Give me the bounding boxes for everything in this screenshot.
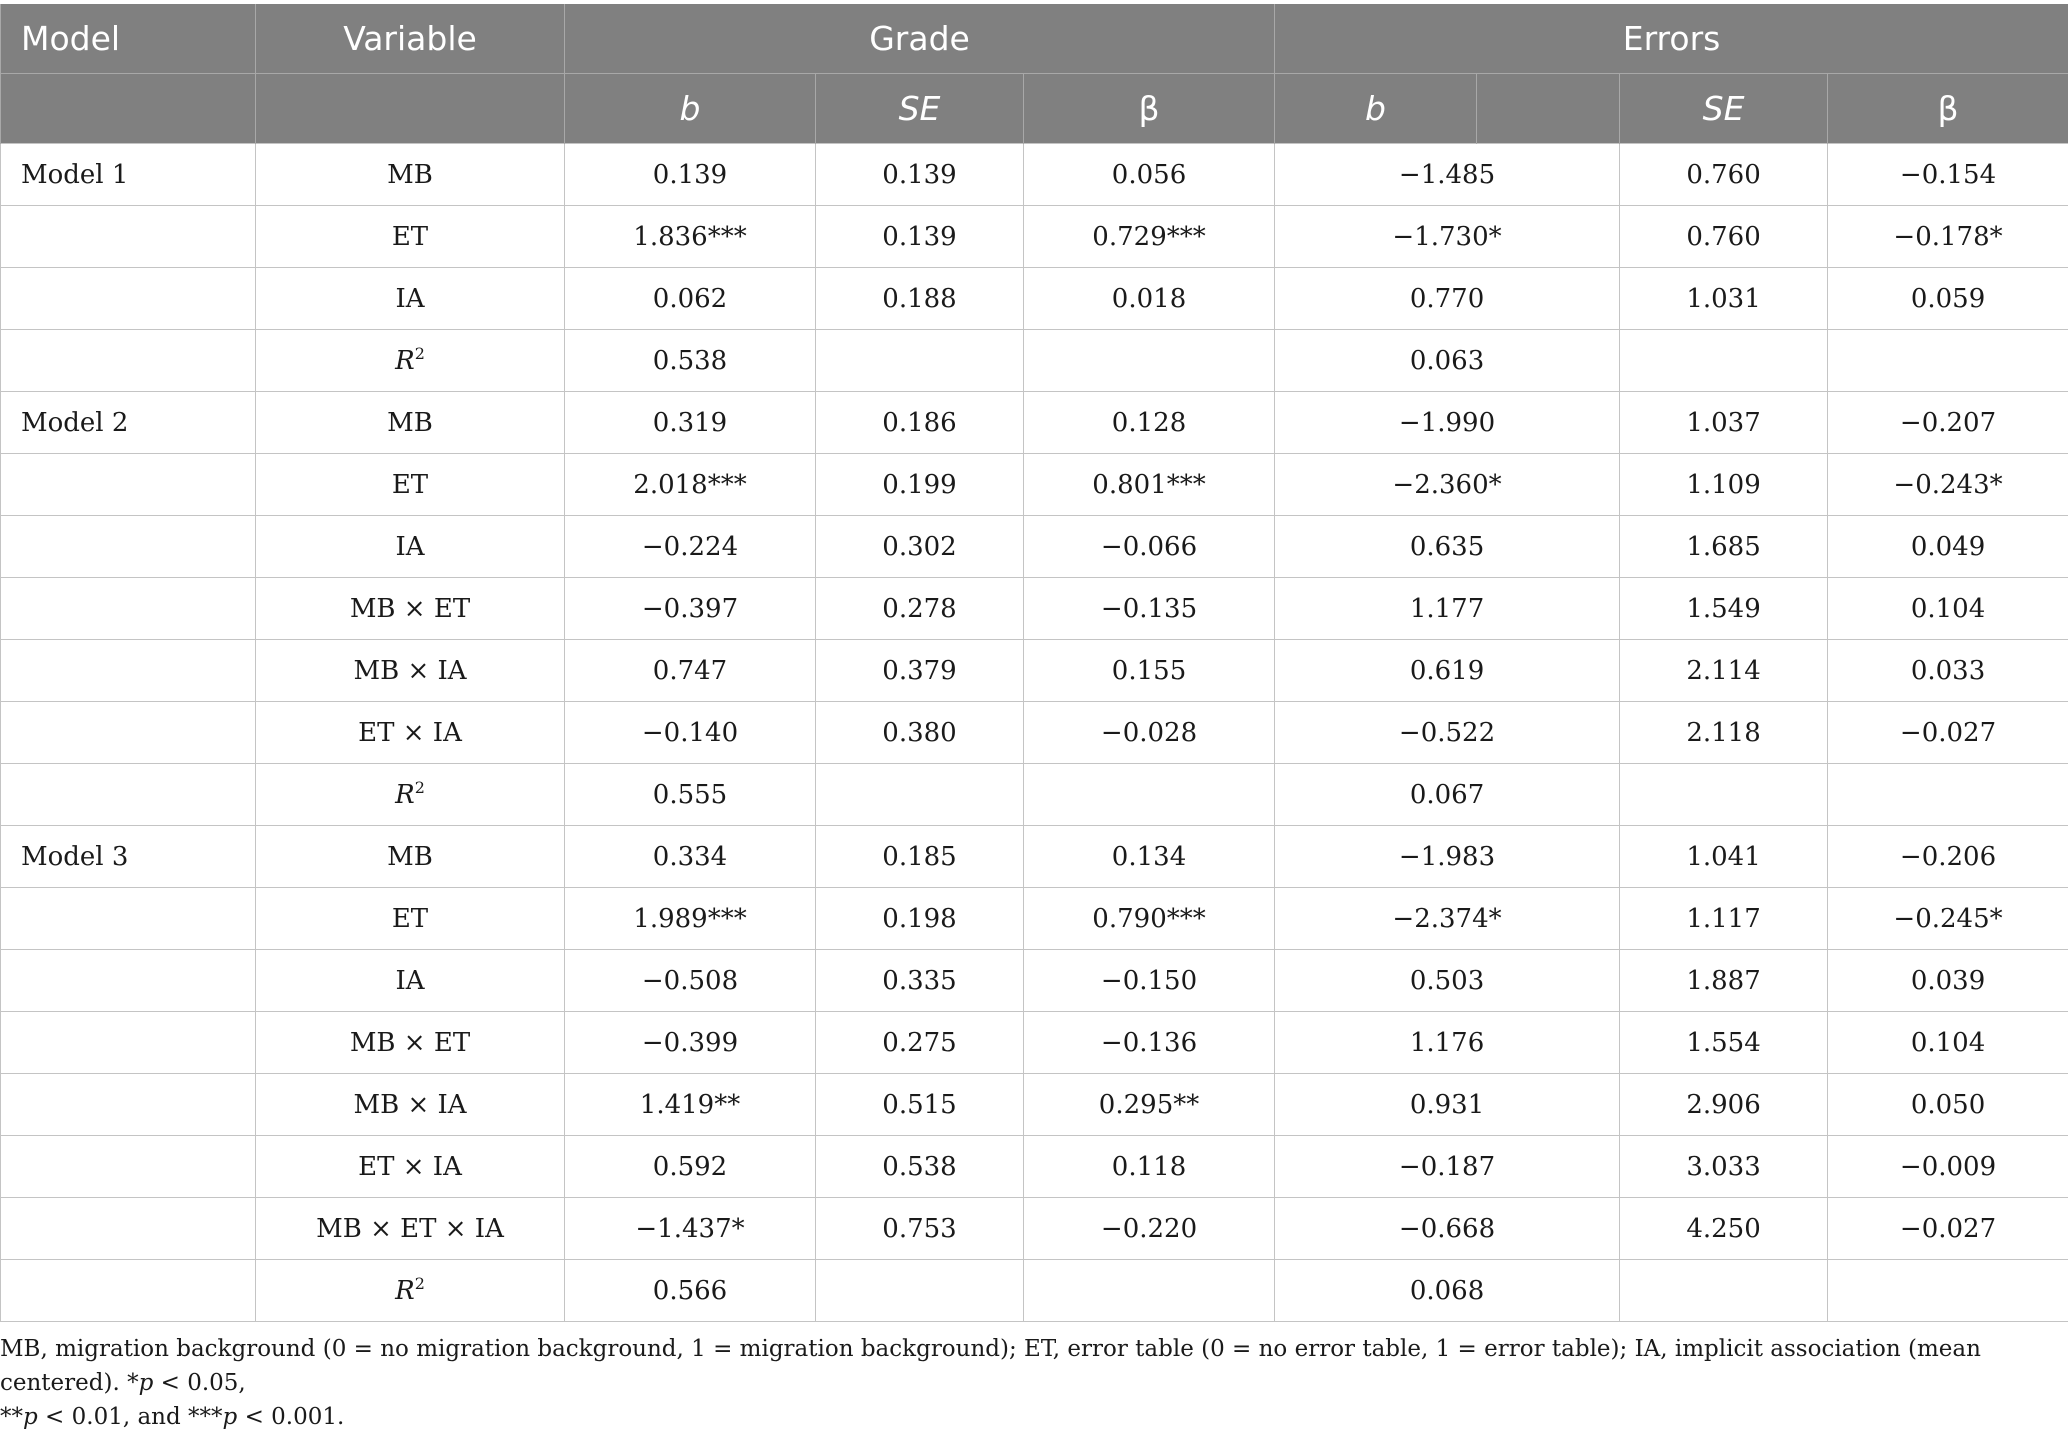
cell-grade-beta: 0.056 bbox=[1024, 144, 1275, 206]
cell-variable: MB × ET bbox=[256, 578, 565, 640]
cell-errors-se: 1.887 bbox=[1620, 950, 1828, 1012]
cell-errors-beta: 0.039 bbox=[1828, 950, 2068, 1012]
cell-grade-b: 0.062 bbox=[565, 268, 816, 330]
cell-variable: ET bbox=[256, 454, 565, 516]
cell-model bbox=[1, 206, 256, 268]
cell-model bbox=[1, 516, 256, 578]
table-row bbox=[1, 764, 2068, 826]
cell-grade-b: −0.508 bbox=[565, 950, 816, 1012]
cell-errors-se: 1.041 bbox=[1620, 826, 1828, 888]
subheader-grade-b: b bbox=[565, 74, 816, 144]
cell-errors-b: 0.931 bbox=[1275, 1074, 1620, 1136]
cell-grade-se: 0.278 bbox=[816, 578, 1024, 640]
cell-variable: IA bbox=[256, 950, 565, 1012]
cell-grade-se: 0.380 bbox=[816, 702, 1024, 764]
table-row bbox=[1, 144, 2068, 206]
cell-grade-beta: −0.028 bbox=[1024, 702, 1275, 764]
table-row bbox=[1, 1074, 2068, 1136]
cell-errors-b: −0.522 bbox=[1275, 702, 1620, 764]
cell-errors-beta: 0.104 bbox=[1828, 578, 2068, 640]
table-row bbox=[1, 1198, 2068, 1260]
table-row bbox=[1, 826, 2068, 888]
cell-grade-b: 0.555 bbox=[565, 764, 816, 826]
table-row bbox=[1, 888, 2068, 950]
cell-errors-beta: −0.027 bbox=[1828, 1198, 2068, 1260]
col-header-errors: Errors bbox=[1275, 4, 2068, 74]
cell-grade-b: 0.747 bbox=[565, 640, 816, 702]
cell-grade-se: 0.139 bbox=[816, 206, 1024, 268]
cell-grade-b: 1.836*** bbox=[565, 206, 816, 268]
cell-errors-beta: 0.104 bbox=[1828, 1012, 2068, 1074]
cell-grade-beta: 0.128 bbox=[1024, 392, 1275, 454]
table-row bbox=[1, 578, 2068, 640]
cell-errors-b: 1.177 bbox=[1275, 578, 1620, 640]
cell-variable: $R^2$ bbox=[256, 330, 565, 392]
subheader-grade-beta: β bbox=[1024, 74, 1275, 144]
cell-errors-se: 1.037 bbox=[1620, 392, 1828, 454]
cell-errors-se: 2.118 bbox=[1620, 702, 1828, 764]
cell-errors-beta: −0.243* bbox=[1828, 454, 2068, 516]
table-row bbox=[1, 1136, 2068, 1198]
regression-table bbox=[0, 4, 2068, 1322]
table-body bbox=[1, 144, 2068, 1322]
col-header-grade: Grade bbox=[565, 4, 1275, 74]
cell-errors-beta: 0.050 bbox=[1828, 1074, 2068, 1136]
cell-grade-b: 1.989*** bbox=[565, 888, 816, 950]
col-header-model: Model bbox=[1, 4, 256, 74]
table-footnote bbox=[0, 1332, 2050, 1434]
subheader-errors-beta: β bbox=[1828, 74, 2068, 144]
cell-grade-beta: 0.801*** bbox=[1024, 454, 1275, 516]
cell-model: Model 1 bbox=[1, 144, 256, 206]
cell-variable: MB bbox=[256, 826, 565, 888]
cell-errors-beta: −0.027 bbox=[1828, 702, 2068, 764]
col-header-variable: Variable bbox=[256, 4, 565, 74]
cell-grade-beta: 0.118 bbox=[1024, 1136, 1275, 1198]
cell-errors-se: 0.760 bbox=[1620, 144, 1828, 206]
cell-grade-beta: −0.220 bbox=[1024, 1198, 1275, 1260]
table-row bbox=[1, 206, 2068, 268]
cell-grade-beta bbox=[1024, 764, 1275, 826]
cell-errors-se: 4.250 bbox=[1620, 1198, 1828, 1260]
cell-errors-beta bbox=[1828, 764, 2068, 826]
cell-variable: MB bbox=[256, 392, 565, 454]
cell-grade-beta: 0.134 bbox=[1024, 826, 1275, 888]
cell-errors-se: 3.033 bbox=[1620, 1136, 1828, 1198]
cell-variable: ET bbox=[256, 888, 565, 950]
cell-grade-beta: 0.729*** bbox=[1024, 206, 1275, 268]
cell-grade-se bbox=[816, 330, 1024, 392]
footnote-t3: < 0.01, and *** bbox=[38, 1404, 223, 1430]
footnote-t4: < 0.001. bbox=[237, 1404, 344, 1430]
cell-errors-se: 0.760 bbox=[1620, 206, 1828, 268]
cell-grade-beta: 0.018 bbox=[1024, 268, 1275, 330]
cell-variable: MB × ET bbox=[256, 1012, 565, 1074]
cell-errors-b: 0.063 bbox=[1275, 330, 1620, 392]
cell-model: Model 3 bbox=[1, 826, 256, 888]
cell-errors-b: −0.187 bbox=[1275, 1136, 1620, 1198]
table-row bbox=[1, 950, 2068, 1012]
cell-grade-se: 0.515 bbox=[816, 1074, 1024, 1136]
cell-grade-beta bbox=[1024, 1260, 1275, 1322]
cell-grade-b: 0.139 bbox=[565, 144, 816, 206]
footnote-text: MB, migration background (0 = no migration background, 1 = migration background); ET, error table (0 = no error table, 1 = error table); IA, implicit association (mean centered). * bbox=[0, 1336, 1981, 1396]
table-row bbox=[1, 1260, 2068, 1322]
cell-model bbox=[1, 1074, 256, 1136]
cell-grade-beta: −0.136 bbox=[1024, 1012, 1275, 1074]
cell-errors-se: 1.554 bbox=[1620, 1012, 1828, 1074]
cell-model bbox=[1, 950, 256, 1012]
cell-grade-beta: 0.790*** bbox=[1024, 888, 1275, 950]
cell-errors-se: 1.117 bbox=[1620, 888, 1828, 950]
cell-grade-se: 0.302 bbox=[816, 516, 1024, 578]
cell-errors-se bbox=[1620, 330, 1828, 392]
cell-errors-b: 1.176 bbox=[1275, 1012, 1620, 1074]
cell-variable: $R^2$ bbox=[256, 764, 565, 826]
cell-errors-b: −0.668 bbox=[1275, 1198, 1620, 1260]
cell-model bbox=[1, 1136, 256, 1198]
cell-variable: ET bbox=[256, 206, 565, 268]
cell-grade-beta: −0.066 bbox=[1024, 516, 1275, 578]
cell-grade-b: −0.224 bbox=[565, 516, 816, 578]
cell-grade-b: 0.538 bbox=[565, 330, 816, 392]
table-row bbox=[1, 1012, 2068, 1074]
cell-grade-se bbox=[816, 1260, 1024, 1322]
cell-errors-beta bbox=[1828, 330, 2068, 392]
cell-model bbox=[1, 764, 256, 826]
cell-grade-b: 0.334 bbox=[565, 826, 816, 888]
cell-errors-b: 0.619 bbox=[1275, 640, 1620, 702]
cell-grade-b: −1.437* bbox=[565, 1198, 816, 1260]
cell-errors-beta: 0.049 bbox=[1828, 516, 2068, 578]
cell-errors-se: 2.114 bbox=[1620, 640, 1828, 702]
cell-errors-b: −1.730* bbox=[1275, 206, 1620, 268]
header-row bbox=[1, 4, 2068, 74]
subheader-grade-se: SE bbox=[816, 74, 1024, 144]
cell-grade-b: 0.592 bbox=[565, 1136, 816, 1198]
cell-grade-se: 0.185 bbox=[816, 826, 1024, 888]
cell-grade-b: 2.018*** bbox=[565, 454, 816, 516]
cell-grade-se: 0.275 bbox=[816, 1012, 1024, 1074]
cell-grade-se: 0.753 bbox=[816, 1198, 1024, 1260]
cell-model: Model 2 bbox=[1, 392, 256, 454]
cell-errors-beta: 0.059 bbox=[1828, 268, 2068, 330]
cell-grade-beta: 0.295** bbox=[1024, 1074, 1275, 1136]
cell-grade-b: 0.566 bbox=[565, 1260, 816, 1322]
cell-errors-b: 0.770 bbox=[1275, 268, 1620, 330]
cell-model bbox=[1, 702, 256, 764]
cell-errors-se: 1.109 bbox=[1620, 454, 1828, 516]
cell-errors-beta: −0.245* bbox=[1828, 888, 2068, 950]
cell-grade-se: 0.198 bbox=[816, 888, 1024, 950]
cell-variable: IA bbox=[256, 516, 565, 578]
cell-grade-se: 0.199 bbox=[816, 454, 1024, 516]
cell-variable: MB × IA bbox=[256, 1074, 565, 1136]
cell-errors-b: −1.983 bbox=[1275, 826, 1620, 888]
cell-errors-beta: −0.178* bbox=[1828, 206, 2068, 268]
cell-grade-se: 0.139 bbox=[816, 144, 1024, 206]
table-row bbox=[1, 454, 2068, 516]
subheader-blank-model bbox=[1, 74, 256, 144]
cell-model bbox=[1, 578, 256, 640]
subheader-blank-variable bbox=[256, 74, 565, 144]
cell-errors-se bbox=[1620, 1260, 1828, 1322]
cell-errors-beta: −0.154 bbox=[1828, 144, 2068, 206]
footnote-t1: < 0.05, bbox=[153, 1370, 245, 1396]
footnote-t2: ** bbox=[0, 1404, 23, 1430]
cell-grade-b: 1.419** bbox=[565, 1074, 816, 1136]
cell-errors-beta: −0.206 bbox=[1828, 826, 2068, 888]
table-row bbox=[1, 330, 2068, 392]
cell-grade-beta: −0.150 bbox=[1024, 950, 1275, 1012]
footnote-p3: p bbox=[223, 1404, 238, 1430]
cell-model bbox=[1, 330, 256, 392]
cell-errors-b: 0.503 bbox=[1275, 950, 1620, 1012]
cell-errors-beta bbox=[1828, 1260, 2068, 1322]
cell-grade-b: −0.140 bbox=[565, 702, 816, 764]
cell-grade-se: 0.335 bbox=[816, 950, 1024, 1012]
table-row bbox=[1, 392, 2068, 454]
cell-grade-se: 0.188 bbox=[816, 268, 1024, 330]
subheader-errors-se: SE bbox=[1620, 74, 1828, 144]
cell-errors-b: 0.635 bbox=[1275, 516, 1620, 578]
subheader-errors-b: b bbox=[1275, 74, 1477, 144]
table-row bbox=[1, 702, 2068, 764]
cell-errors-b: −2.360* bbox=[1275, 454, 1620, 516]
cell-model bbox=[1, 268, 256, 330]
cell-grade-b: 0.319 bbox=[565, 392, 816, 454]
cell-errors-b: 0.068 bbox=[1275, 1260, 1620, 1322]
table-row bbox=[1, 640, 2068, 702]
cell-errors-b: −2.374* bbox=[1275, 888, 1620, 950]
cell-grade-se: 0.379 bbox=[816, 640, 1024, 702]
cell-variable: ET × IA bbox=[256, 702, 565, 764]
cell-grade-beta: −0.135 bbox=[1024, 578, 1275, 640]
cell-errors-beta: −0.207 bbox=[1828, 392, 2068, 454]
cell-variable: MB × IA bbox=[256, 640, 565, 702]
cell-grade-se: 0.538 bbox=[816, 1136, 1024, 1198]
cell-model bbox=[1, 454, 256, 516]
cell-grade-b: −0.399 bbox=[565, 1012, 816, 1074]
cell-model bbox=[1, 888, 256, 950]
cell-errors-se: 2.906 bbox=[1620, 1074, 1828, 1136]
cell-variable: MB bbox=[256, 144, 565, 206]
cell-grade-se: 0.186 bbox=[816, 392, 1024, 454]
cell-grade-beta: 0.155 bbox=[1024, 640, 1275, 702]
cell-errors-b: −1.990 bbox=[1275, 392, 1620, 454]
cell-variable: MB × ET × IA bbox=[256, 1198, 565, 1260]
table-row bbox=[1, 268, 2068, 330]
cell-errors-beta: 0.033 bbox=[1828, 640, 2068, 702]
footnote-p2: p bbox=[23, 1404, 38, 1430]
cell-variable: IA bbox=[256, 268, 565, 330]
cell-grade-se bbox=[816, 764, 1024, 826]
cell-model bbox=[1, 1198, 256, 1260]
cell-errors-se: 1.685 bbox=[1620, 516, 1828, 578]
subheader-row bbox=[1, 74, 2068, 144]
cell-model bbox=[1, 1260, 256, 1322]
cell-errors-b: −1.485 bbox=[1275, 144, 1620, 206]
cell-errors-se bbox=[1620, 764, 1828, 826]
cell-variable: $R^2$ bbox=[256, 1260, 565, 1322]
cell-errors-beta: −0.009 bbox=[1828, 1136, 2068, 1198]
cell-errors-se: 1.549 bbox=[1620, 578, 1828, 640]
table-row bbox=[1, 516, 2068, 578]
subheader-errors-blank bbox=[1477, 74, 1620, 144]
cell-model bbox=[1, 640, 256, 702]
footnote-p1: p bbox=[139, 1370, 154, 1396]
cell-grade-b: −0.397 bbox=[565, 578, 816, 640]
cell-variable: ET × IA bbox=[256, 1136, 565, 1198]
cell-grade-beta bbox=[1024, 330, 1275, 392]
cell-errors-b: 0.067 bbox=[1275, 764, 1620, 826]
cell-errors-se: 1.031 bbox=[1620, 268, 1828, 330]
cell-model bbox=[1, 1012, 256, 1074]
